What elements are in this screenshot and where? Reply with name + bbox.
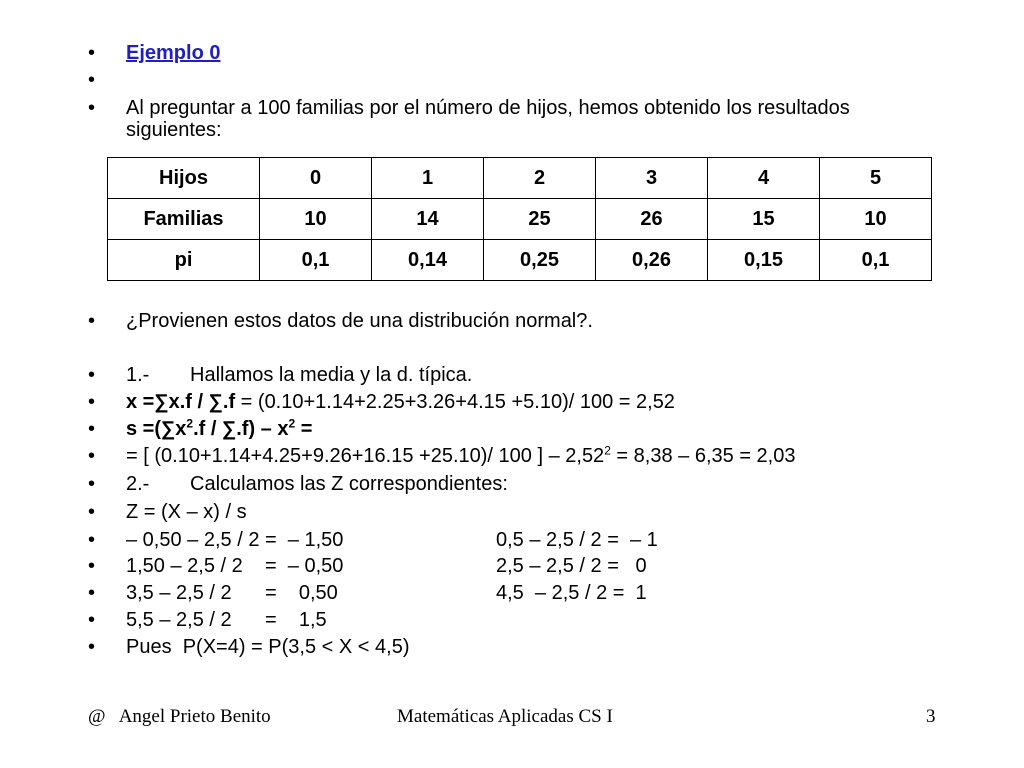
bullet: • bbox=[88, 529, 96, 551]
table-cell: 10 bbox=[820, 199, 932, 240]
bullet: • bbox=[88, 636, 96, 658]
bullet: • bbox=[88, 42, 96, 64]
table-row bbox=[108, 240, 932, 281]
z-left: 1,50 – 2,5 / 2 = – 0,50 bbox=[126, 555, 344, 577]
conclusion-text: Pues P(X=4) = P(3,5 < X < 4,5) bbox=[126, 636, 410, 658]
table-cell: 5 bbox=[820, 158, 932, 199]
bullet: • bbox=[88, 609, 96, 631]
z-right: 0,5 – 2,5 / 2 = – 1 bbox=[496, 529, 658, 551]
bullet: • bbox=[88, 501, 96, 523]
bullet: • bbox=[88, 473, 96, 495]
footer-author: @ Angel Prieto Benito bbox=[88, 706, 271, 727]
table-cell: 3 bbox=[596, 158, 708, 199]
bullet: • bbox=[88, 364, 96, 386]
step1-number: 1.- bbox=[126, 364, 150, 386]
footer-page-number: 3 bbox=[926, 706, 936, 727]
z-formula: Z = (X – x) / s bbox=[126, 501, 247, 523]
z-left: 5,5 – 2,5 / 2 = 1,5 bbox=[126, 609, 327, 631]
step2-number: 2.- bbox=[126, 473, 150, 495]
bullet: • bbox=[88, 97, 96, 119]
z-right: 4,5 – 2,5 / 2 = 1 bbox=[496, 582, 647, 604]
intro-text: Al preguntar a 100 familias por el número de hijos, hemos obtenido los resultados siguientes: bbox=[126, 97, 850, 141]
table-cell: 15 bbox=[708, 199, 820, 240]
slide-title-link[interactable]: Ejemplo 0 bbox=[126, 42, 221, 64]
z-left: 3,5 – 2,5 / 2 = 0,50 bbox=[126, 582, 338, 604]
bullet: • bbox=[88, 582, 96, 604]
footer-course: Matemáticas Aplicadas CS I bbox=[397, 706, 613, 727]
z-left: – 0,50 – 2,5 / 2 = – 1,50 bbox=[126, 529, 344, 551]
table-row bbox=[108, 199, 932, 240]
table-cell: 0,14 bbox=[372, 240, 484, 281]
table-row bbox=[108, 158, 932, 199]
step2-text: Calculamos las Z correspondientes: bbox=[190, 473, 508, 495]
table-cell: 0,15 bbox=[708, 240, 820, 281]
std-formula: $s =(\sum x^2.f / \sum.f) - x^2$ = bbox=[126, 416, 313, 440]
step1-text: Hallamos la media y la d. típica. bbox=[190, 364, 473, 386]
z-right: 2,5 – 2,5 / 2 = 0 bbox=[496, 555, 647, 577]
bullet: • bbox=[88, 391, 96, 413]
mean-calc: = (0.10+1.14+2.25+3.26+4.15 +5.10)/ 100 = 2,52 bbox=[235, 391, 675, 413]
table-cell: 0,25 bbox=[484, 240, 596, 281]
table-row-label: pi bbox=[108, 240, 260, 281]
table-cell: 26 bbox=[596, 199, 708, 240]
table-cell: 25 bbox=[484, 199, 596, 240]
std-calc: = [ (0.10+1.14+4.25+9.26+16.15 +25.10)/ 100 ] – $2,52^2 = 8,38 - 6,35 = 2,03$ bbox=[126, 443, 796, 467]
table-cell: 2 bbox=[484, 158, 596, 199]
table-cell: 0,1 bbox=[260, 240, 372, 281]
bullet: • bbox=[88, 555, 96, 577]
table-cell: 4 bbox=[708, 158, 820, 199]
table-cell: 0,26 bbox=[596, 240, 708, 281]
bullet: • bbox=[88, 445, 96, 467]
bullet: • bbox=[88, 310, 96, 332]
table-row-label: Familias bbox=[108, 199, 260, 240]
table-cell: 10 bbox=[260, 199, 372, 240]
table-row-label: Hijos bbox=[108, 158, 260, 199]
bullet: • bbox=[88, 418, 96, 440]
bullet: • bbox=[88, 69, 96, 91]
frequency-table bbox=[107, 157, 932, 281]
question-text: ¿Provienen estos datos de una distribución normal?. bbox=[126, 310, 593, 332]
table-cell: 0,1 bbox=[820, 240, 932, 281]
mean-formula: x =∑x.f / ∑.f bbox=[126, 391, 236, 413]
table-cell: 14 bbox=[372, 199, 484, 240]
table-cell: 0 bbox=[260, 158, 372, 199]
table-cell: 1 bbox=[372, 158, 484, 199]
